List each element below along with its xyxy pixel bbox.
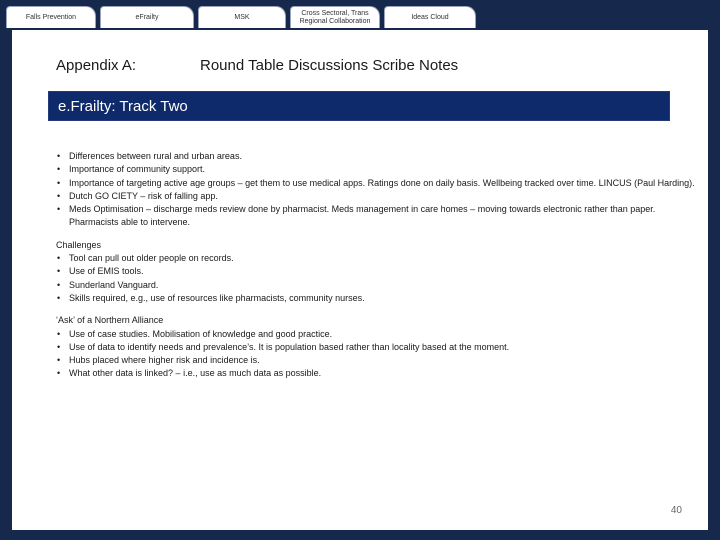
list-item: • Dutch GO CIETY – risk of falling app.	[56, 190, 696, 203]
challenges-list	[56, 252, 696, 305]
ask-list	[56, 328, 696, 381]
list-item: • Importance of community support.	[56, 163, 696, 176]
list-item: • Use of case studies. Mobilisation of knowledge and good practice.	[56, 328, 696, 341]
ask-heading: ‘Ask’ of a Northern Alliance	[56, 315, 164, 326]
list-item: • Use of data to identify needs and prevalence’s. It is population based rather than locality based at the moment.	[56, 341, 696, 354]
list-item: • Use of EMIS tools.	[56, 265, 696, 278]
page-number: 40	[670, 505, 682, 516]
challenges-heading: Challenges	[56, 239, 102, 250]
list-item: • Differences between rural and urban areas.	[56, 150, 696, 163]
tab-cross-sectoral[interactable]: Cross Sectoral, Trans Regional Collaboration	[290, 6, 380, 28]
tab-efrailty[interactable]: eFrailty	[100, 6, 194, 28]
tab-ideas-cloud[interactable]: Ideas Cloud	[384, 6, 476, 28]
notes-content	[56, 150, 696, 381]
slide-body	[12, 30, 708, 530]
section-band	[48, 91, 670, 121]
section-title: e.Frailty: Track Two	[58, 97, 188, 115]
notes-bullet-list	[56, 150, 696, 230]
list-item: • Hubs placed where higher risk and incidence is.	[56, 354, 696, 367]
list-item: • Importance of targeting active age groups – get them to use medical apps. Ratings done on daily basis. Wellbeing tracked over time. LINCUS (Paul Harding).	[56, 177, 696, 190]
page-title: Round Table Discussions Scribe Notes	[200, 57, 459, 74]
tab-msk[interactable]: MSK	[198, 6, 286, 28]
list-item: • Sunderland Vanguard.	[56, 279, 696, 292]
tab-bar	[0, 0, 720, 30]
list-item: • Skills required, e.g., use of resources like pharmacists, community nurses.	[56, 292, 696, 305]
list-item: • What other data is linked? – i.e., use as much data as possible.	[56, 367, 696, 380]
list-item: • Meds Optimisation – discharge meds review done by pharmacist. Meds management in care homes – moving towards electronic rather than paper. Pharmacists able to intervene.	[56, 203, 696, 230]
appendix-label: Appendix A:	[56, 57, 137, 74]
list-item: • Tool can pull out older people on records.	[56, 252, 696, 265]
tab-falls-prevention[interactable]: Falls Prevention	[6, 6, 96, 28]
